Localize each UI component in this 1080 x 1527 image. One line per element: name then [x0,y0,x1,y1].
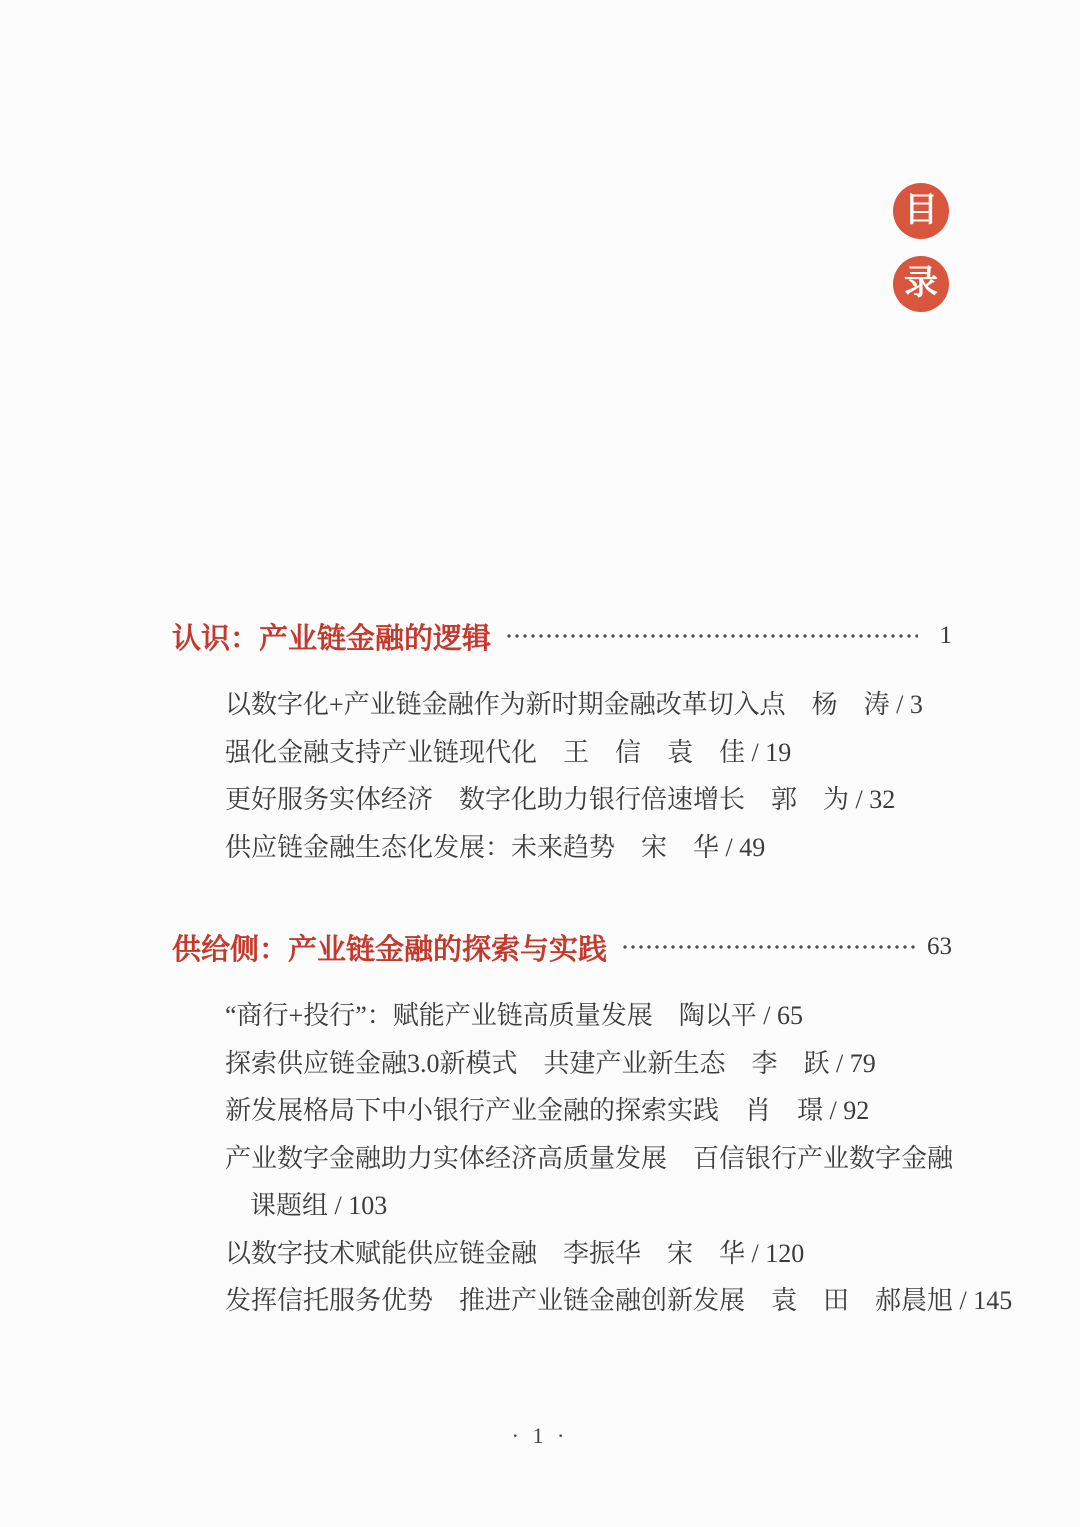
toc-section-1 [172,612,952,869]
page-folio-number: · 1 · [511,1423,569,1448]
contents-badge-circle-lu [893,256,949,312]
toc-entry-text: 强化金融支持产业链现代化 王 信 袁 佳 / 19 [225,737,792,767]
toc-entry [225,822,952,870]
toc-entry [225,1228,952,1276]
toc-entry-text: 供应链金融生态化发展：未来趋势 宋 华 / 49 [225,832,766,862]
toc-entry [225,1085,952,1133]
toc-entry-text: 更好服务实体经济 数字化助力银行倍速增长 郭 为 / 32 [225,785,896,815]
toc-entry-text: 探索供应链金融3.0新模式 共建产业新生态 李 跃 / 79 [225,1048,876,1078]
section-heading [172,612,952,660]
toc-entry-continuation [225,1180,952,1228]
toc-entry [225,1038,952,1086]
section-entries [225,679,952,869]
toc-entry-text: 发挥信托服务优势 推进产业链金融创新发展 袁 田 郝晨旭 / 145 [225,1286,1013,1316]
section-title: 认识：产业链金融的逻辑 [172,622,492,655]
toc-entry-text: 课题组 / 103 [250,1191,388,1221]
toc-entry-text: 以数字技术赋能供应链金融 李振华 宋 华 / 120 [225,1238,805,1268]
section-page-number: 1 [939,622,952,649]
toc-entry-text: 新发展格局下中小银行产业金融的探索实践 肖 璟 / 92 [225,1096,870,1126]
contents-badge-char: 录 [904,265,938,302]
table-of-contents [172,612,1013,1323]
toc-entry [225,774,952,822]
toc-entry [225,1275,1013,1323]
toc-entry-text: 以数字化+产业链金融作为新时期金融改革切入点 杨 涛 / 3 [225,690,923,720]
toc-entry-text: 产业数字金融助力实体经济高质量发展 百信银行产业数字金融 [225,1143,954,1173]
toc-entry [225,679,952,727]
toc-entry [225,727,952,775]
section-title: 供给侧：产业链金融的探索与实践 [172,933,608,966]
contents-badge [893,183,949,312]
dotted-leader [621,944,915,950]
contents-badge-char: 目 [904,192,938,229]
contents-badge-circle-mu [893,183,949,239]
toc-section-2 [172,923,1013,1323]
page-folio [0,1423,1080,1449]
section-entries [225,990,1013,1323]
toc-entry-text: “商行+投行”：赋能产业链高质量发展 陶以平 / 65 [225,1001,803,1031]
toc-entry [225,990,952,1038]
section-page-number: 63 [927,933,952,960]
toc-entry [225,1133,952,1181]
dotted-leader [505,633,918,639]
section-heading [172,923,952,971]
